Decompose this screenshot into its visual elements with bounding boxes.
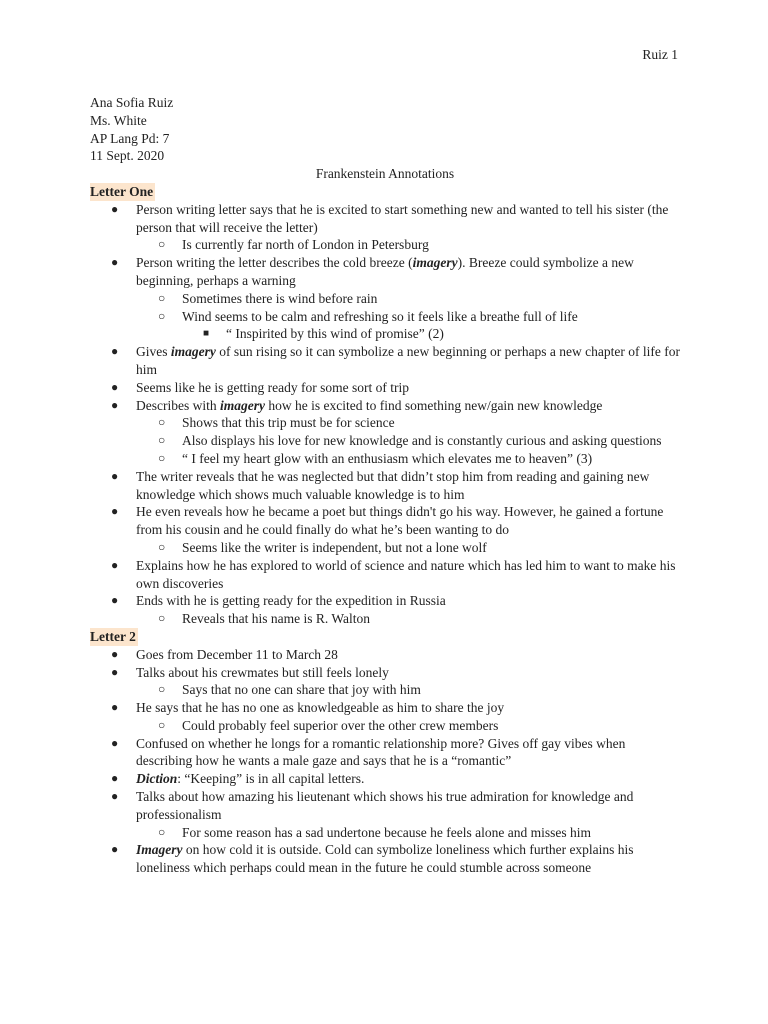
item-text: He even reveals how he became a poet but things didn't go his way. However, he gained a fortune from his cousin and he could finally do what he’s been wanting to do [136, 504, 664, 538]
section-heading: Letter One [90, 183, 154, 199]
hollow-bullet-icon: ○ [158, 433, 166, 448]
filled-bullet-icon: ● [111, 201, 119, 216]
device-label: Imagery [136, 842, 183, 858]
hollow-bullet-icon: ○ [158, 450, 166, 465]
hollow-bullet-icon: ○ [158, 717, 166, 732]
filled-bullet-icon: ● [111, 557, 119, 572]
item-text: Says that no one can share that joy with him [182, 682, 421, 698]
item-text: The writer reveals that he was neglected but that didn’t stop him from reading and gaining new knowledge which shows much valuable knowledge is to him [136, 468, 650, 502]
item-text: “ Inspirited by this wind of promise” (2) [226, 326, 444, 342]
device-label: imagery [219, 397, 265, 413]
list-item [90, 379, 680, 397]
list-item [90, 841, 680, 877]
filled-bullet-icon: ● [111, 344, 119, 359]
item-text: Talks about his crewmates but still feels lonely [136, 664, 389, 680]
list-item [90, 325, 680, 343]
list-item [90, 717, 680, 735]
annotation-list [90, 646, 680, 877]
filled-bullet-icon: ● [111, 664, 119, 679]
item-text: Talks about how amazing his lieutenant which shows his true admiration for knowledge and professionalism [136, 789, 634, 822]
item-text: Seems like the writer is independent, but not a lone wolf [182, 539, 487, 555]
list-item [90, 681, 680, 699]
item-text: Ends with he is getting ready for the expedition in Russia [136, 593, 446, 609]
list-item [90, 201, 680, 237]
hollow-bullet-icon: ○ [158, 308, 166, 323]
hollow-bullet-icon: ○ [158, 682, 166, 697]
list-item [90, 664, 680, 682]
filled-bullet-icon: ● [111, 700, 119, 715]
item-text: Gives [136, 344, 171, 360]
hollow-bullet-icon: ○ [158, 290, 166, 305]
item-text: Could probably feel superior over the other crew members [182, 717, 499, 733]
course-period: AP Lang Pd: 7 [90, 130, 170, 146]
list-item [90, 646, 680, 664]
device-label: Diction [136, 771, 178, 787]
filled-bullet-icon: ● [111, 842, 119, 857]
list-item [90, 236, 680, 254]
filled-bullet-icon: ● [111, 397, 119, 412]
filled-bullet-icon: ● [111, 255, 119, 270]
item-text: Describes with [136, 397, 220, 413]
annotation-sections [90, 183, 680, 877]
item-text: He says that he has no one as knowledgeable as him to share the joy [136, 700, 505, 716]
section-0 [90, 183, 680, 628]
item-text: how he is excited to find something new/gain new knowledge [264, 397, 603, 413]
item-text: : “Keeping” is in all capital letters. [177, 771, 365, 787]
hollow-bullet-icon: ○ [158, 611, 166, 626]
device-label: imagery [170, 344, 216, 360]
list-item [90, 468, 680, 504]
item-text: of sun rising so it can symbolize a new beginning or perhaps a new chapter of life for him [136, 344, 680, 377]
filled-bullet-icon: ● [111, 646, 119, 661]
list-item [90, 432, 680, 450]
list-item [90, 557, 680, 593]
list-item [90, 414, 680, 432]
item-text: on how cold it is outside. Cold can symbolize loneliness which further explains his loneliness which perhaps could mean in the future he could stumble across someone [136, 842, 634, 876]
filled-bullet-icon: ● [111, 735, 119, 750]
list-item [90, 824, 680, 842]
filled-bullet-icon: ● [111, 468, 119, 483]
item-text: Reveals that his name is R. Walton [182, 611, 371, 627]
list-item [90, 503, 680, 539]
list-item [90, 610, 680, 628]
square-bullet-icon: ■ [203, 328, 210, 340]
list-item [90, 699, 680, 717]
list-item [90, 788, 680, 824]
list-item [90, 290, 680, 308]
item-text: “ I feel my heart glow with an enthusiasm which elevates me to heaven” (3) [182, 450, 593, 466]
section-1 [90, 628, 680, 877]
annotation-list [90, 201, 680, 628]
list-item [90, 343, 680, 379]
item-text: For some reason has a sad undertone because he feels alone and misses him [182, 824, 592, 840]
document-body [90, 94, 680, 877]
item-text: Wind seems to be calm and refreshing so it feels like a breathe full of life [182, 308, 578, 324]
item-text: Person writing letter says that he is excited to start something new and wanted to tell his sister (the person that will receive the letter) [136, 201, 669, 235]
item-text: Seems like he is getting ready for some sort of trip [136, 379, 409, 395]
filled-bullet-icon: ● [111, 593, 119, 608]
document-title: Frankenstein Annotations [315, 166, 455, 182]
student-name: Ana Sofia Ruiz [90, 95, 174, 110]
item-text: Goes from December 11 to March 28 [136, 646, 338, 662]
list-item [90, 735, 680, 771]
section-heading: Letter 2 [90, 628, 136, 644]
item-text: Explains how he has explored to world of science and nature which has led him to want to make his own discoveries [136, 557, 676, 591]
item-text: Person writing the letter describes the cold breeze ( [136, 255, 413, 271]
filled-bullet-icon: ● [111, 771, 119, 786]
hollow-bullet-icon: ○ [158, 539, 166, 554]
item-text: Is currently far north of London in Petersburg [182, 237, 429, 253]
list-item [90, 770, 680, 788]
teacher-name: Ms. White [90, 112, 147, 128]
hollow-bullet-icon: ○ [158, 237, 166, 252]
list-item [90, 254, 680, 290]
list-item [90, 450, 680, 468]
item-text: Confused on whether he longs for a romantic relationship more? Gives off gay vibes when describing how he wants a male gaze and says that he is a “romantic” [136, 735, 626, 769]
item-text: Also displays his love for new knowledge and is constantly curious and asking questions [182, 433, 662, 449]
item-text: ). Breeze could symbolize a new beginning, perhaps a warning [136, 255, 634, 288]
list-item [90, 539, 680, 557]
filled-bullet-icon: ● [111, 789, 119, 804]
hollow-bullet-icon: ○ [158, 824, 166, 839]
hollow-bullet-icon: ○ [158, 415, 166, 430]
list-item [90, 592, 680, 610]
device-label: imagery [412, 255, 458, 271]
item-text: Shows that this trip must be for science [182, 415, 395, 431]
filled-bullet-icon: ● [111, 504, 119, 519]
item-text: Sometimes there is wind before rain [182, 290, 378, 306]
filled-bullet-icon: ● [111, 379, 119, 394]
document-date: 11 Sept. 2020 [90, 148, 165, 164]
list-item [90, 308, 680, 326]
list-item [90, 397, 680, 415]
running-header: Ruiz 1 [642, 47, 678, 62]
